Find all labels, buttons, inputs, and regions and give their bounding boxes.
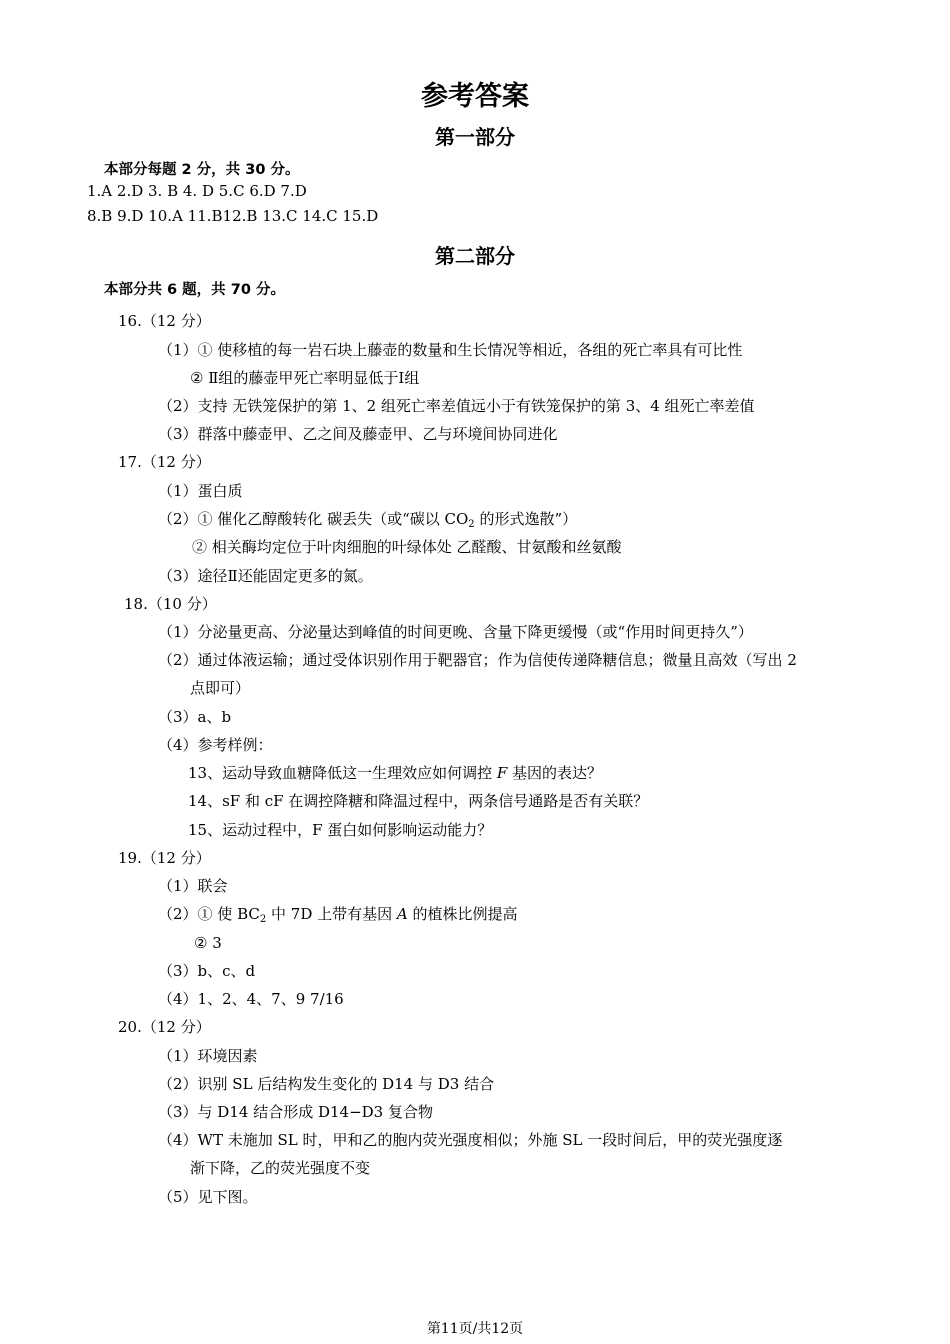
- q17-answer-2: [158, 509, 577, 529]
- q18-sample-2: 14、sF 和 cF 在调控降糖和降温过程中，两条信号通路是否有关联？: [188, 792, 649, 810]
- q17-answer-2-post: 的形式逸散”）: [474, 510, 578, 528]
- q19-answer-1: （1）联会: [158, 877, 228, 895]
- page-title: 参考答案: [421, 81, 529, 112]
- q19-answer-3: （3）b、c、d: [158, 962, 256, 980]
- q20-answer-1: （1）环境因素: [158, 1047, 258, 1065]
- q18-sample-1-post: 基因的表达？: [507, 764, 603, 782]
- q19-answer-2-pre: （2）① 使 BC: [158, 905, 260, 923]
- q19-answer-2-mid: 中 7D 上带有基因: [266, 905, 397, 923]
- q18-answer-1: （1）分泌量更高、分泌量达到峰值的时间更晚、含量下降更缓慢（或“作用时间更持久”）: [158, 623, 753, 641]
- part1-answers-row1: 1.A 2.D 3. B 4. D 5.C 6.D 7.D: [87, 182, 307, 200]
- q20-answer-2: （2）识别 SL 后结构发生变化的 D14 与 D3 结合: [158, 1075, 495, 1093]
- q18-answer-4: （4）参考样例：: [158, 736, 273, 754]
- part2-heading: 第二部分: [435, 244, 515, 268]
- q19-answer-4: （4）1、2、4、7、9 7/16: [158, 990, 344, 1008]
- q17-answer-2b: ② 相关酶均定位于叶肉细胞的叶绿体处 乙醛酸、甘氨酸和丝氨酸: [192, 538, 622, 556]
- q16-answer-3: （3）群落中藤壶甲、乙之间及藤壶甲、乙与环境间协同进化: [158, 425, 558, 443]
- part2-intro: 本部分共 6 题，共 70 分。: [104, 282, 285, 298]
- page-footer: 第11页/共12页: [426, 1321, 524, 1337]
- q19-answer-2-subscript: 2: [259, 914, 267, 925]
- q19-answer-2: [158, 904, 518, 924]
- q19-heading: 19.（12 分）: [118, 849, 211, 867]
- q18-sample-1-pre: 13、运动导致血糖降低这一生理效应如何调控: [188, 764, 497, 782]
- q20-heading: 20.（12 分）: [118, 1018, 211, 1036]
- q16-heading: 16.（12 分）: [118, 312, 211, 330]
- part1-heading: 第一部分: [435, 125, 515, 149]
- q17-answer-1: （1）蛋白质: [158, 482, 243, 500]
- q20-answer-4b: 渐下降，乙的荧光强度不变: [190, 1159, 371, 1177]
- q18-sample-3: 15、运动过程中，F 蛋白如何影响运动能力？: [188, 821, 493, 839]
- q16-answer-1: （1）① 使移植的每一岩石块上藤壶的数量和生长情况等相近，各组的死亡率具有可比性: [158, 341, 743, 359]
- q17-answer-2-pre: （2）① 催化乙醇酸转化 碳丢失（或“碳以 CO: [158, 510, 469, 528]
- q18-answer-2: （2）通过体液运输；通过受体识别作用于靶器官；作为信使传递降糖信息；微量且高效（写出 2: [158, 651, 797, 669]
- q20-answer-3: （3）与 D14 结合形成 D14−D3 复合物: [158, 1103, 433, 1121]
- q17-answer-3: （3）途径Ⅱ还能固定更多的氮。: [158, 567, 373, 585]
- q18-heading: 18.（10 分）: [124, 595, 217, 613]
- q20-answer-4: （4）WT 未施加 SL 时，甲和乙的胞内荧光强度相似；外施 SL 一段时间后，甲的荧光强度逐: [158, 1131, 783, 1149]
- q16-answer-1b: ② Ⅱ组的藤壶甲死亡率明显低于Ⅰ组: [190, 369, 420, 387]
- part1-answers-row2: 8.B 9.D 10.A 11.B12.B 13.C 14.C 15.D: [87, 207, 379, 225]
- q18-answer-3: （3）a、b: [158, 708, 232, 726]
- q18-answer-2b: 点即可）: [190, 679, 251, 697]
- q19-answer-2b: ② 3: [194, 934, 222, 952]
- q20-answer-5: （5）见下图。: [158, 1188, 258, 1206]
- q19-answer-2-post: 的植株比例提高: [407, 905, 518, 923]
- q18-sample-1: [188, 763, 602, 783]
- part1-intro: 本部分每题 2 分，共 30 分。: [104, 162, 300, 178]
- q17-answer-2-subscript: 2: [468, 519, 475, 530]
- q16-answer-2: （2）支持 无铁笼保护的第 1、2 组死亡率差值远小于有铁笼保护的第 3、4 组死亡率差值: [158, 397, 755, 415]
- q18-sample-1-gene: F: [496, 764, 508, 782]
- q17-heading: 17.（12 分）: [118, 453, 211, 471]
- q19-answer-2-gene: A: [396, 905, 408, 923]
